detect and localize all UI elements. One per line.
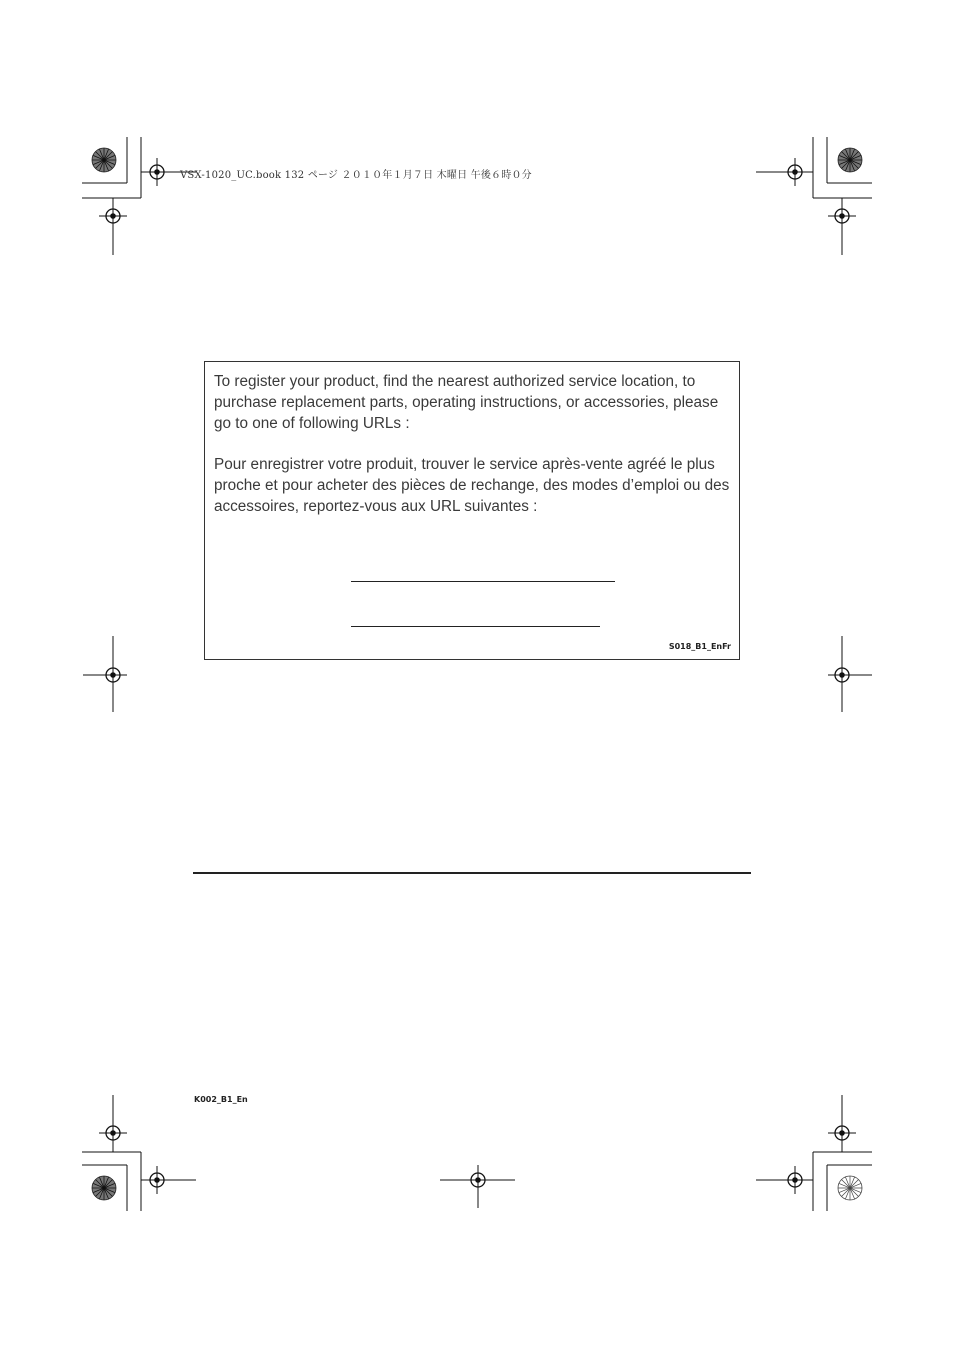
notice-french-text: Pour enregistrer votre produit, trouver le service après-vente agréé le plus proche et pour acheter des pièces de rechange, des modes d’emploi ou des accessoires, reportez-vous aux URL suivantes : <box>214 456 730 515</box>
print-file-info: VSX-1020_UC.book 132 ページ ２０１０年１月７日 木曜日 午後６時０分 <box>180 170 532 181</box>
notice-code: S018_B1_EnFr <box>668 642 731 651</box>
horizontal-rule <box>193 872 751 874</box>
url-line-2 <box>351 626 600 627</box>
registration-notice-box <box>204 361 740 660</box>
notice-english-text: To register your product, find the nearest authorized service location, to purchase replacement parts, operating instructions, or accessories, please go to one of following URLs : <box>214 373 719 432</box>
page-code: K002_B1_En <box>194 1095 248 1104</box>
url-line-1 <box>351 581 615 582</box>
